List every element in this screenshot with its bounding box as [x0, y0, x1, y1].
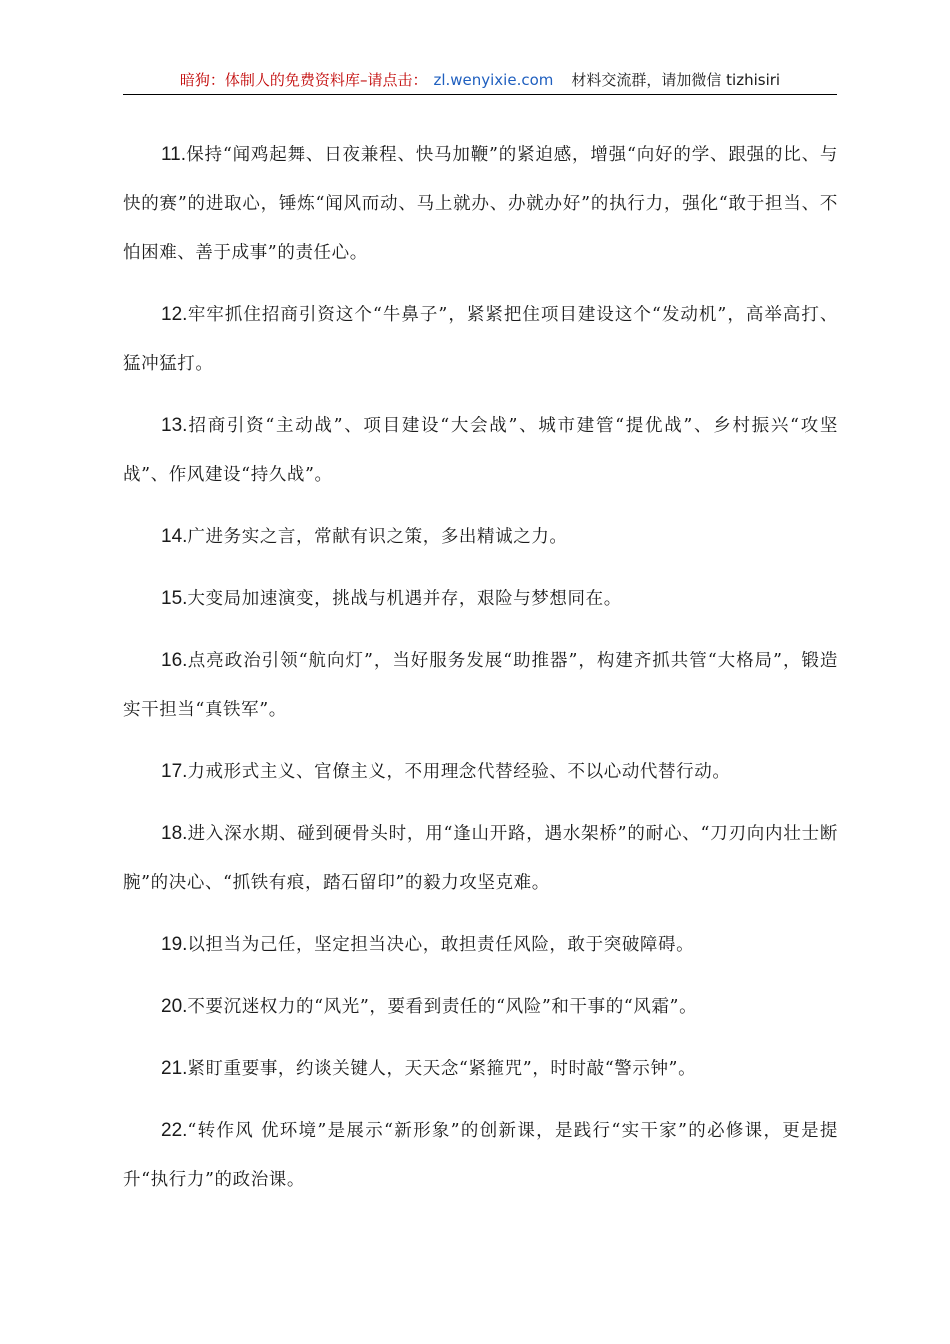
item-number: 14. — [161, 526, 188, 547]
page-header — [123, 68, 837, 95]
item-number: 19. — [161, 934, 188, 955]
list-item — [123, 1106, 838, 1205]
item-text: 保持“闻鸡起舞、日夜兼程、快马加鞭”的紧迫感，增强“向好的学、跟强的比、与快的赛”的进取心，锤炼“闻风而动、马上就办、办就办好”的执行力，强化“敢于担当、不怕困难、善于成事”的责任心。 — [123, 145, 838, 263]
item-text: 牢牢抓住招商引资这个“牛鼻子”，紧紧把住项目建设这个“发动机”，高举高打、猛冲猛打。 — [123, 305, 838, 374]
item-number: 18. — [161, 823, 188, 844]
list-item — [123, 747, 838, 797]
list-item — [123, 809, 838, 908]
item-number: 13. — [161, 415, 188, 436]
item-text: “转作风 优环境”是展示“新形象”的创新课，是践行“实干家”的必修课，更是提升“执行力”的政治课。 — [123, 1121, 838, 1190]
list-item — [123, 574, 838, 624]
item-number: 11. — [161, 144, 187, 165]
document-body — [123, 130, 838, 1217]
list-item — [123, 636, 838, 735]
header-group-note: 材料交流群，请加微信 tizhisiri — [571, 71, 781, 89]
item-number: 12. — [161, 304, 188, 325]
item-number: 17. — [161, 761, 188, 782]
list-item — [123, 982, 838, 1032]
header-brand: 暗狗：体制人的免费资料库 — [179, 71, 360, 89]
list-item — [123, 512, 838, 562]
item-text: 不要沉迷权力的“风光”，要看到责任的“风险”和干事的“风霜”。 — [187, 997, 698, 1017]
item-text: 广进务实之言，常献有识之策，多出精诚之力。 — [187, 527, 568, 547]
item-text: 点亮政治引领“航向灯”，当好服务发展“助推器”，构建齐抓共管“大格局”，锻造实干担当“真铁军”。 — [123, 651, 838, 720]
list-item — [123, 1044, 838, 1094]
item-text: 以担当为己任，坚定担当决心，敢担责任风险，敢于突破障碍。 — [187, 935, 695, 955]
item-number: 15. — [161, 588, 188, 609]
item-number: 20. — [161, 996, 188, 1017]
item-number: 21. — [161, 1058, 188, 1079]
list-item — [123, 130, 838, 278]
item-number: 22. — [161, 1120, 188, 1141]
header-link[interactable]: zl.wenyixie.com — [433, 71, 554, 89]
list-item — [123, 401, 838, 500]
list-item — [123, 290, 838, 389]
item-text: 力戒形式主义、官僚主义，不用理念代替经验、不以心动代替行动。 — [187, 762, 731, 782]
item-text: 紧盯重要事，约谈关键人，天天念“紧箍咒”，时时敲“警示钟”。 — [187, 1059, 697, 1079]
item-number: 16. — [161, 650, 188, 671]
item-text: 大变局加速演变，挑战与机遇并存，艰险与梦想同在。 — [187, 589, 622, 609]
list-item — [123, 920, 838, 970]
item-text: 招商引资“主动战”、项目建设“大会战”、城市建管“提优战”、乡村振兴“攻坚战”、作风建设“持久战”。 — [123, 416, 838, 485]
header-prompt: –请点击： — [359, 71, 428, 89]
item-text: 进入深水期、碰到硬骨头时，用“逢山开路，遇水架桥”的耐心、“刀刃向内壮士断腕”的决心、“抓铁有痕，踏石留印”的毅力攻坚克难。 — [123, 824, 838, 893]
